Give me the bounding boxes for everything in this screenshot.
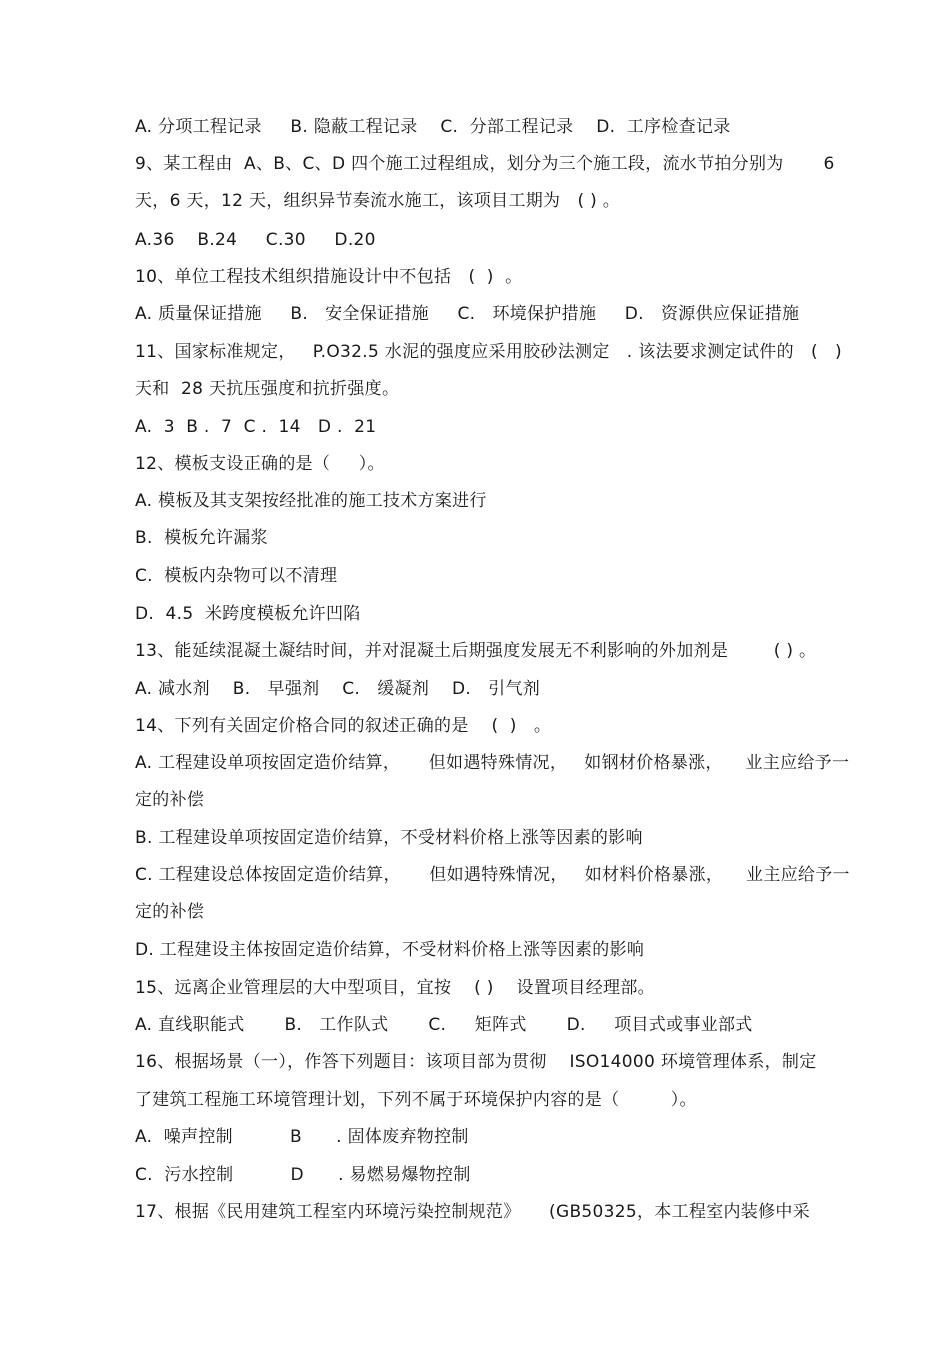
- text-line: B. 工程建设单项按固定造价结算，不受材料价格上涨等因素的影响: [135, 828, 643, 848]
- text-line: 天和 28 天抗压强度和抗折强度。: [135, 379, 400, 399]
- text-line: C. 模板内杂物可以不清理: [135, 566, 338, 586]
- text-line: A. 噪声控制 B . 固体废弃物控制: [135, 1127, 469, 1147]
- text-line: C. 污水控制 D . 易燃易爆物控制: [135, 1165, 471, 1185]
- text-line: 12、模板支设正确的是（ ）。: [135, 454, 385, 474]
- text-line: 10、单位工程技术组织措施设计中不包括 ( ) 。: [135, 267, 523, 287]
- text-line: 定的补偿: [135, 790, 205, 810]
- text-line: D. 4.5 米跨度模板允许凹陷: [135, 604, 361, 624]
- text-line: A. 质量保证措施 B. 安全保证措施 C. 环境保护措施 D. 资源供应保证措施: [135, 304, 800, 324]
- text-line: A. 减水剂 B. 早强剂 C. 缓凝剂 D. 引气剂: [135, 679, 541, 699]
- text-line: A. 模板及其支架按经批准的施工技术方案进行: [135, 491, 487, 511]
- text-line: A. 直线职能式 B. 工作队式 C. 矩阵式 D. 项目式或事业部式: [135, 1015, 753, 1035]
- text-line: 14、下列有关固定价格合同的叙述正确的是 ( ) 。: [135, 716, 552, 736]
- text-line: B. 模板允许漏浆: [135, 528, 268, 548]
- text-line: 13、能延续混凝土凝结时间，并对混凝土后期强度发展无不利影响的外加剂是 ( ) 。: [135, 641, 817, 661]
- text-line: A. 3 B . 7 C . 14 D . 21: [135, 417, 377, 437]
- text-line: 了建筑工程施工环境管理计划，下列不属于环境保护内容的是（ ）。: [135, 1090, 697, 1110]
- text-line: A.36 B.24 C.30 D.20: [135, 230, 376, 250]
- text-line: D. 工程建设主体按固定造价结算，不受材料价格上涨等因素的影响: [135, 940, 645, 960]
- text-line: 天，6 天，12 天，组织异节奏流水施工，该项目工期为 ( ) 。: [135, 191, 621, 211]
- text-line: 定的补偿: [135, 902, 205, 922]
- text-line: 11、国家标准规定， P.O32.5 水泥的强度应采用胶砂法测定 . 该法要求测定试件的 ( ): [135, 342, 842, 362]
- text-line: C. 工程建设总体按固定造价结算， 但如遇特殊情况， 如材料价格暴涨， 业主应给予一: [135, 865, 850, 885]
- text-line: 9、某工程由 A、B、C、D 四个施工过程组成，划分为三个施工段，流水节拍分别为 6: [135, 154, 835, 174]
- text-line: A. 分项工程记录 B. 隐蔽工程记录 C. 分部工程记录 D. 工序检查记录: [135, 117, 731, 137]
- text-line: A. 工程建设单项按固定造价结算， 但如遇特殊情况， 如钢材价格暴涨， 业主应给予一: [135, 753, 850, 773]
- text-line: 16、根据场景（一），作答下列题目：该项目部为贯彻 ISO14000 环境管理体系，制定: [135, 1052, 817, 1072]
- text-line: 15、远离企业管理层的大中型项目，宜按 ( ) 设置项目经理部。: [135, 978, 655, 998]
- text-line: 17、根据《民用建筑工程室内环境污染控制规范》 (GB50325，本工程室内装修中采: [135, 1202, 810, 1222]
